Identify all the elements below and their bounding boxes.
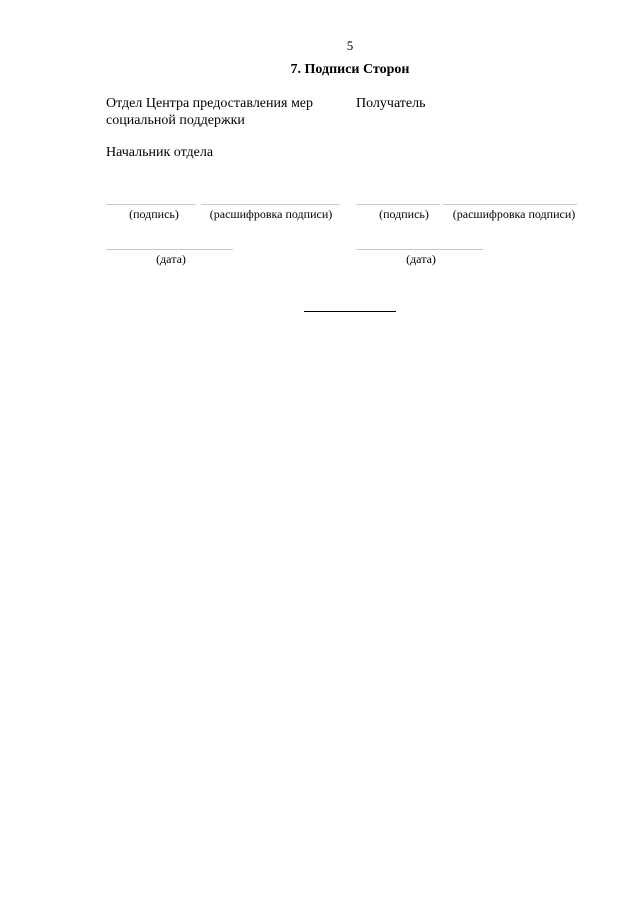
left-party-position: Начальник отдела: [106, 145, 214, 160]
right-signature-caption: (подпись): [379, 207, 429, 221]
right-date-caption: (дата): [406, 252, 436, 266]
left-date-caption: (дата): [156, 252, 186, 266]
right-date-line: [356, 249, 483, 250]
right-decoding-caption: (расшифровка подписи): [452, 207, 576, 221]
left-date-line: [106, 249, 233, 250]
left-decoding-line: [201, 204, 340, 205]
right-party-title: Получатель: [356, 96, 426, 111]
left-decoding-caption: (расшифровка подписи): [209, 207, 333, 221]
page-number: 5: [346, 38, 354, 53]
section-title: 7. Подписи Сторон: [290, 62, 410, 77]
left-party-org-line2: социальной поддержки: [106, 113, 245, 128]
left-party-org-line1: Отдел Центра предоставления мер: [106, 96, 314, 111]
left-signature-caption: (подпись): [129, 207, 179, 221]
document-end-rule: [304, 311, 396, 312]
left-signature-line: [106, 204, 196, 205]
right-signature-line: [356, 204, 440, 205]
right-decoding-line: [443, 204, 577, 205]
